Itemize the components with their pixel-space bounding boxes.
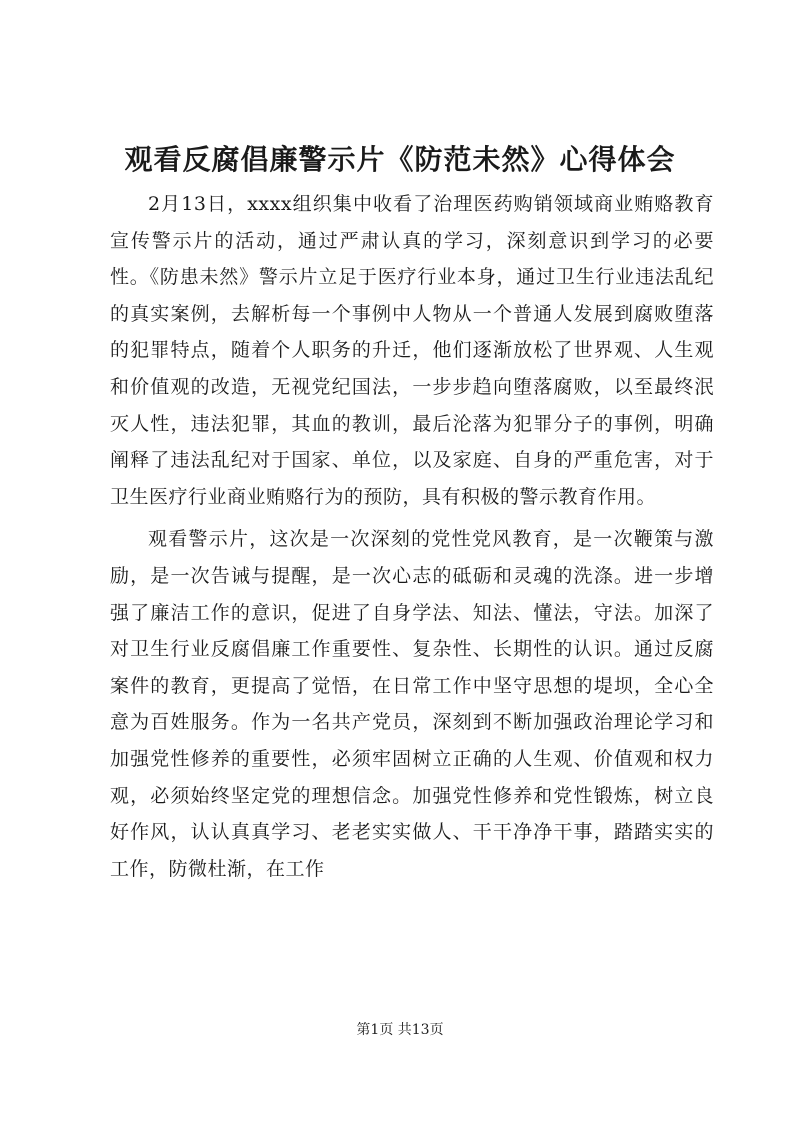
document-body	[110, 186, 714, 893]
document-title: 观看反腐倡廉警示片《防范未然》心得体会	[124, 143, 676, 176]
body-paragraph-2: 观看警示片，这次是一次深刻的党性党风教育，是一次鞭策与激励，是一次告诫与提醒，是一次心志的砥砺和灵魂的洗涤。进一步增强了廉洁工作的意识，促进了自身学法、知法、懂法，守法。加深了对卫生行业反腐倡廉工作重要性、复杂性、长期性的认识。通过反腐案件的教育，更提高了觉悟，在日常工作中坚守思想的堤坝，全心全意为百姓服务。作为一名共产党员，深刻到不断加强政治理论学习和加强党性修养的重要性，必须牢固树立正确的人生观、价值观和权力观，必须始终坚定党的理想信念。加强党性修养和党性锻炼，树立良好作风，认认真真学习、老老实实做人、干干净净干事，踏踏实实的工作，防微杜渐，在工作	[110, 528, 714, 880]
page-footer: 第1页 共13页	[356, 1022, 444, 1038]
body-paragraph-1: 2月13日，xxxx组织集中收看了治理医药购销领域商业贿赂教育宣传警示片的活动，通过严肃认真的学习，深刻意识到学习的必要性。《防患未然》警示片立足于医疗行业本身，通过卫生行业违法乱纪的真实案例，去解析每一个事例中人物从一个普通人发展到腐败堕落的犯罪特点，随着个人职务的升迁，他们逐渐放松了世界观、人生观和价值观的改造，无视党纪国法，一步步趋向堕落腐败，以至最终泯灭人性，违法犯罪，其血的教训，最后沦落为犯罪分子的事例，明确阐释了违法乱纪对于国家、单位，以及家庭、自身的严重危害，对于卫生医疗行业商业贿赂行为的预防，具有积极的警示教育作用。	[110, 193, 714, 508]
